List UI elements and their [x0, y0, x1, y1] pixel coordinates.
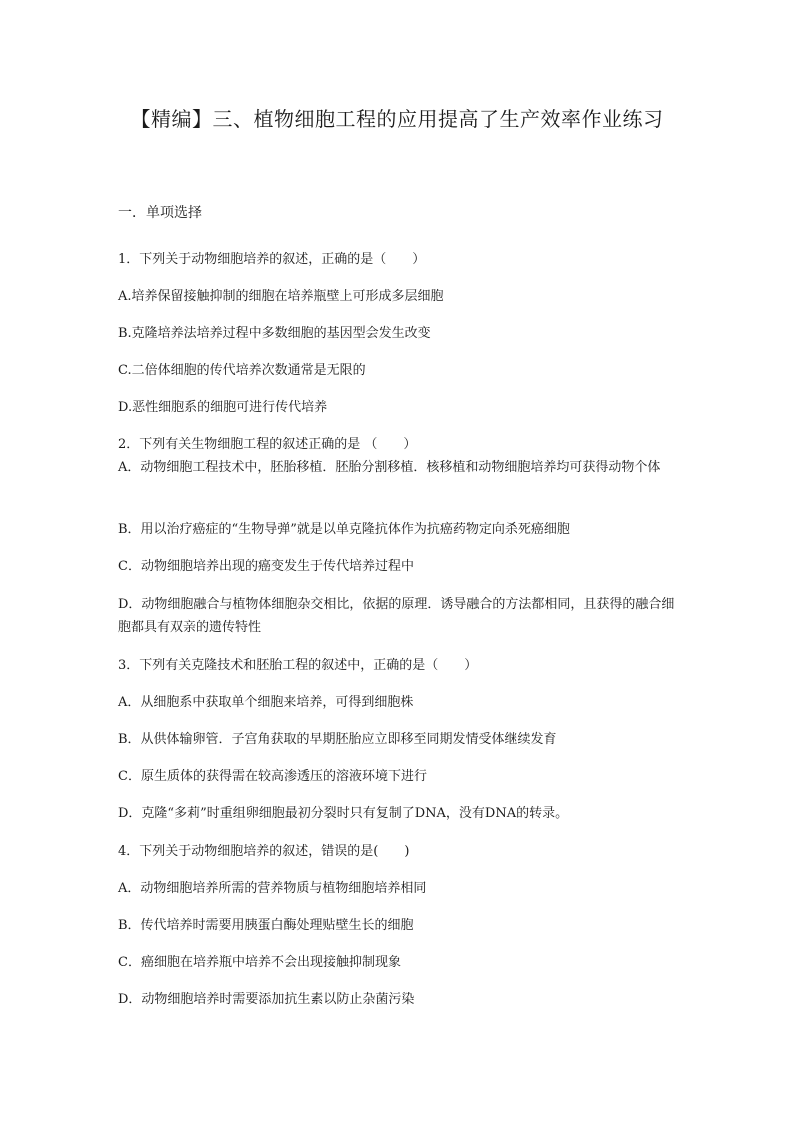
question-3-stem: 3．下列有关克隆技术和胚胎工程的叙述中，正确的是（ ）: [118, 658, 478, 673]
question-3-option-d: D．克隆“多莉”时重组卵细胞最初分裂时只有复制了DNA，没有DNA的转录。: [118, 806, 569, 821]
question-1-option-a: A.培养保留接触抑制的细胞在培养瓶壁上可形成多层细胞: [118, 289, 444, 304]
question-4-option-a: A．动物细胞培养所需的营养物质与植物细胞培养相同: [118, 881, 427, 896]
question-3-option-b: B．从供体输卵管．子宫角获取的早期胚胎应立即移至同期发情受体继续发育: [118, 732, 557, 747]
question-4-option-d: D．动物细胞培养时需要添加抗生素以防止杂菌污染: [118, 992, 415, 1007]
question-4-option-c: C．癌细胞在培养瓶中培养不会出现接触抑制现象: [118, 955, 401, 970]
question-4-option-b: B．传代培养时需要用胰蛋白酶处理贴壁生长的细胞: [118, 918, 414, 933]
document-title: 【精编】三、植物细胞工程的应用提高了生产效率作业练习: [130, 107, 664, 131]
question-1-option-b: B.克隆培养法培养过程中多数细胞的基因型会发生改变: [118, 326, 431, 341]
question-2-option-c: C．动物细胞培养出现的癌变发生于传代培养过程中: [118, 559, 414, 574]
question-2-option-d: D．动物细胞融合与植物体细胞杂交相比，依据的原理．诱导融合的方法都相同，且获得的融合细胞都具有双亲的遗传特性: [118, 597, 675, 635]
question-3-option-c: C．原生质体的获得需在较高渗透压的溶液环境下进行: [118, 769, 427, 784]
question-2-stem: 2．下列有关生物细胞工程的叙述正确的是 （ ）: [118, 437, 417, 452]
section-heading: 一．单项选择: [118, 205, 202, 221]
question-1-option-d: D.恶性细胞系的细胞可进行传代培养: [118, 400, 328, 415]
question-1-stem: 1．下列关于动物细胞培养的叙述，正确的是（ ）: [118, 252, 426, 267]
question-4-stem: 4．下列关于动物细胞培养的叙述，错误的是( ): [118, 844, 410, 859]
question-1-option-c: C.二倍体细胞的传代培养次数通常是无限的: [118, 363, 366, 378]
question-3-option-a: A．从细胞系中获取单个细胞来培养，可得到细胞株: [118, 695, 414, 710]
question-2-option-b: B．用以治疗癌症的“生物导弹”就是以单克隆抗体作为抗癌药物定向杀死癌细胞: [118, 522, 570, 537]
question-2-option-a: A．动物细胞工程技术中，胚胎移植．胚胎分割移植．核移植和动物细胞培养均可获得动物个体: [118, 460, 661, 475]
